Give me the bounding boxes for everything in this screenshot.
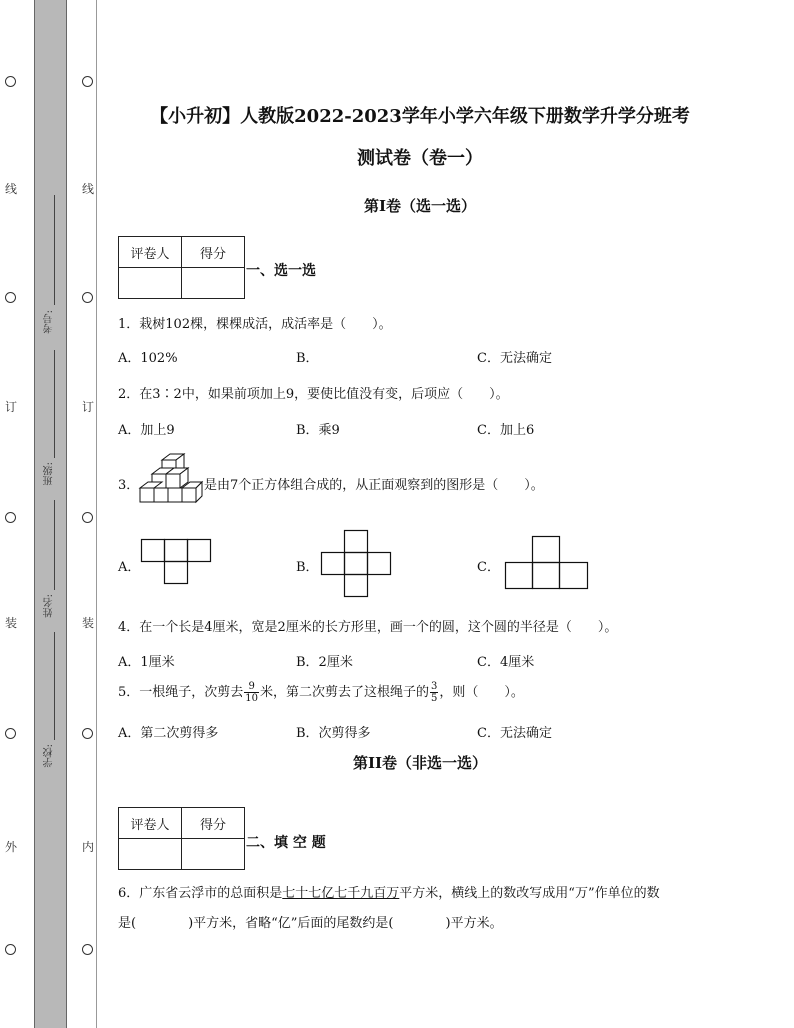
q6-underlined-number: 七十七亿七千九百万 xyxy=(282,886,400,901)
exam-number-line[interactable] xyxy=(54,195,55,305)
class-label: 班级: xyxy=(44,462,55,486)
binding-strip xyxy=(34,0,66,1028)
q1-option-b[interactable]: B． xyxy=(296,351,319,366)
question-5 xyxy=(118,680,524,706)
margin-char-xian: 线 xyxy=(82,182,95,196)
school-line[interactable] xyxy=(54,632,55,740)
q3-option-b-figure[interactable] xyxy=(321,530,393,598)
binding-circle xyxy=(5,512,16,523)
score-header: 得分 xyxy=(182,237,245,268)
cube-stack-figure xyxy=(138,450,202,510)
margin-char-ding: 订 xyxy=(82,400,95,414)
grader-cell[interactable] xyxy=(119,268,182,299)
name-line[interactable] xyxy=(54,500,55,590)
fraction-denominator: 10 xyxy=(245,693,259,704)
score-cell[interactable] xyxy=(182,839,245,870)
question-6-line2: 是( )平方米，省略“亿”后面的尾数约是( )平方米。 xyxy=(118,916,503,931)
question-1: 1．栽树102棵，棵棵成活，成活率是（ ）。 xyxy=(118,317,392,332)
q3-option-c[interactable]: C． xyxy=(477,560,500,575)
grader-header: 评卷人 xyxy=(119,808,182,839)
score-header: 得分 xyxy=(182,808,245,839)
q2-option-a[interactable]: A．加上9 xyxy=(118,423,175,438)
q5-text-post: ，则（ ）。 xyxy=(439,685,524,700)
score-cell[interactable] xyxy=(182,268,245,299)
q5-option-a[interactable]: A．第二次剪得多 xyxy=(118,726,219,741)
q2-option-b[interactable]: B．乘9 xyxy=(296,423,340,438)
q5-text-mid: 米，第二次剪去了这根绳子的 xyxy=(260,685,430,700)
question-4: 4．在一个长是4厘米，宽是2厘米的长方形里，画一个的圆，这个圆的半径是（ ）。 xyxy=(118,620,618,635)
margin-char-wai: 外 xyxy=(5,840,18,854)
q5-text-pre: 5．一根绳子，次剪去 xyxy=(118,685,244,700)
margin-line xyxy=(34,0,35,1028)
q3-option-a-figure[interactable] xyxy=(141,539,213,585)
q3-option-a[interactable]: A． xyxy=(118,560,141,575)
binding-circle xyxy=(82,76,93,87)
q4-option-c[interactable]: C．4厘米 xyxy=(477,655,535,670)
q4-option-a[interactable]: A．1厘米 xyxy=(118,655,175,670)
section1-title: 一、选一选 xyxy=(246,263,316,279)
question-2: 2．在3∶2中，如果前项加上9，要使比值没有变，后项应（ ）。 xyxy=(118,387,509,402)
grader-cell[interactable] xyxy=(119,839,182,870)
school-label: 学校: xyxy=(44,744,55,768)
binding-circle xyxy=(82,728,93,739)
fraction-nine-tenths xyxy=(244,681,259,704)
q5-option-b[interactable]: B．次剪得多 xyxy=(296,726,371,741)
binding-circle xyxy=(82,512,93,523)
q3-option-b[interactable]: B． xyxy=(296,560,319,575)
fraction-numerator: 3 xyxy=(431,681,438,692)
page-title: 【小升初】人教版2022-2023学年小学六年级下册数学升学分班考 xyxy=(150,106,690,127)
question-3: 是由7个正方体组合成的，从正面观察到的图形是（ ）。 xyxy=(204,478,544,493)
binding-circle xyxy=(5,944,16,955)
name-label: 姓名: xyxy=(44,594,55,618)
score-table xyxy=(118,236,245,299)
margin-line xyxy=(96,0,97,1028)
page-subtitle: 测试卷（卷一） xyxy=(357,148,483,169)
q4-option-b[interactable]: B．2厘米 xyxy=(296,655,353,670)
class-line[interactable] xyxy=(54,350,55,458)
q6-text-pre: 6．广东省云浮市的总面积是 xyxy=(118,886,283,901)
q2-option-c[interactable]: C．加上6 xyxy=(477,423,535,438)
grader-header: 评卷人 xyxy=(119,237,182,268)
question-6 xyxy=(118,882,660,901)
margin-char-ding: 订 xyxy=(5,400,18,414)
margin-char-zhuang: 装 xyxy=(5,616,18,630)
score-table xyxy=(118,807,245,870)
q5-option-c[interactable]: C．无法确定 xyxy=(477,726,552,741)
q6-text-post: 平方米，横线上的数改写成用“万”作单位的数 xyxy=(399,886,660,901)
margin-char-nei: 内 xyxy=(82,840,95,854)
fraction-three-fifths xyxy=(430,681,438,704)
margin-char-zhuang: 装 xyxy=(82,616,95,630)
part2-heading: 第II卷（非选一选） xyxy=(352,754,488,772)
margin-char-xian: 线 xyxy=(5,182,18,196)
part1-heading: 第I卷（选一选） xyxy=(363,197,477,215)
q3-option-c-figure[interactable] xyxy=(505,536,591,590)
binding-circle xyxy=(5,76,16,87)
exam-number-label: 考号: xyxy=(44,310,55,334)
binding-circle xyxy=(82,944,93,955)
margin-line xyxy=(66,0,67,1028)
binding-circle xyxy=(82,292,93,303)
fraction-numerator: 9 xyxy=(244,681,259,693)
q1-option-c[interactable]: C．无法确定 xyxy=(477,351,552,366)
question-3-number: 3． xyxy=(118,478,140,493)
binding-circle xyxy=(5,728,16,739)
section2-title: 二、填 空 题 xyxy=(246,835,326,851)
binding-circle xyxy=(5,292,16,303)
fraction-denominator: 5 xyxy=(431,693,438,704)
q1-option-a[interactable]: A．102% xyxy=(118,351,178,366)
